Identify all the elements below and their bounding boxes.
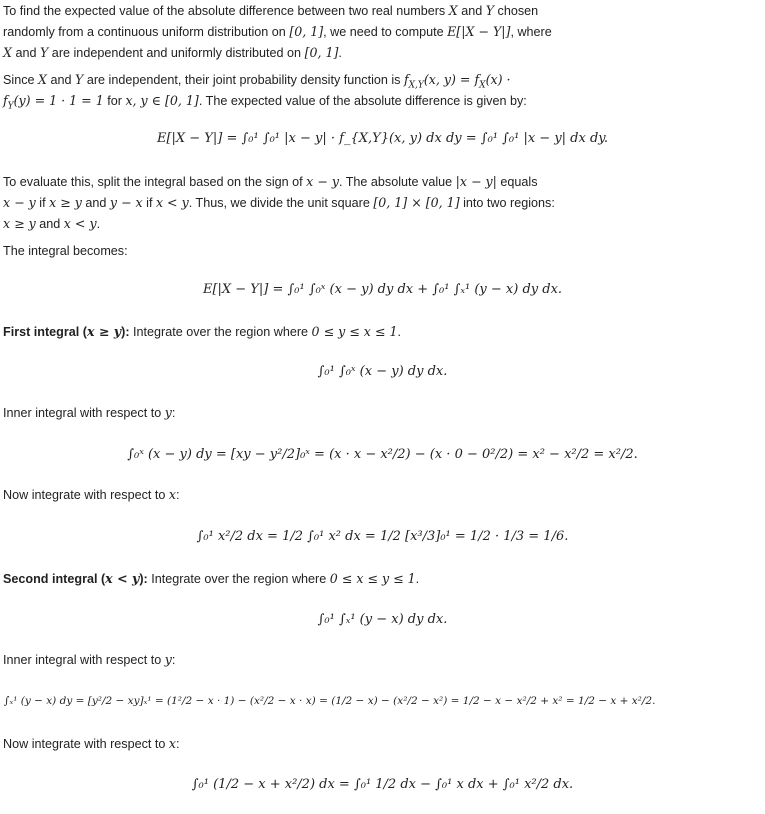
math-subscript: Y bbox=[7, 101, 14, 112]
text: . The expected value of the absolute difference is given by: bbox=[198, 94, 527, 108]
math-f: f bbox=[474, 72, 480, 87]
text: and bbox=[11, 46, 40, 60]
text: Inner integral with respect to bbox=[3, 653, 165, 667]
math-expr: (x) · bbox=[485, 72, 511, 87]
math-expr: y − x bbox=[109, 195, 143, 210]
math-expr: x ≥ y bbox=[86, 324, 122, 339]
equation-second-integral: ∫₀¹ ∫ₓ¹ (y − x) dy dx. bbox=[317, 612, 448, 627]
math-expr: 0 ≤ x ≤ y ≤ 1 bbox=[329, 571, 416, 586]
bold-text: ): bbox=[121, 325, 130, 339]
equation-inner-integral-2: ∫ₓ¹ (y − x) dy = [y²/2 − xy]ₓ¹ = (1²/2 − x · 1) − (x²/2 − x · x) = (1/2 − x) − (x²/2 − x²) = 1/2 − x − x²/2 + x² = 1/2 − x + x²/2. bbox=[4, 695, 656, 707]
paragraph-intro-line-2 bbox=[3, 23, 763, 41]
text: Since bbox=[3, 73, 39, 87]
math-y: y bbox=[164, 405, 172, 420]
text: Now integrate with respect to bbox=[3, 737, 169, 751]
paragraph-split-line-3 bbox=[3, 215, 763, 233]
math-expr: (y) = 1 · 1 = 1 bbox=[13, 93, 104, 108]
text: equals bbox=[496, 175, 538, 189]
text: . bbox=[397, 325, 401, 339]
paragraph-integral-becomes: The integral becomes: bbox=[3, 244, 128, 258]
math-expr: x ≥ y bbox=[49, 195, 82, 210]
math-expr: x < y bbox=[155, 195, 189, 210]
text: . Thus, we divide the unit square bbox=[188, 196, 374, 210]
equation-outer-integral-2: ∫₀¹ (1/2 − x + x²/2) dx = ∫₀¹ 1/2 dx − ∫₀¹ x dx + ∫₀¹ x²/2 dx. bbox=[191, 777, 574, 792]
text: are independent, their joint probability density function is bbox=[83, 73, 404, 87]
math-expr: 0 ≤ y ≤ x ≤ 1 bbox=[311, 324, 398, 339]
text: and bbox=[46, 73, 75, 87]
text: for bbox=[103, 94, 126, 108]
math-expectation: E[|X − Y|] bbox=[447, 24, 511, 39]
equation-split-integral: E[|X − Y|] = ∫₀¹ ∫₀ˣ (x − y) dy dx + ∫₀¹ ∫ₓ¹ (y − x) dy dx. bbox=[202, 282, 563, 297]
math-x: x bbox=[168, 487, 177, 502]
paragraph-outer-integral-1 bbox=[3, 486, 763, 504]
text: Now integrate with respect to bbox=[3, 488, 169, 502]
text: , we need to compute bbox=[323, 25, 448, 39]
math-y: Y bbox=[75, 72, 84, 87]
text: . bbox=[415, 572, 420, 586]
paragraph-split-line-1 bbox=[3, 173, 763, 191]
text: . The absolute value bbox=[338, 175, 456, 189]
math-expr: (x, y) = bbox=[423, 72, 475, 87]
text: Integrate over the region where bbox=[147, 572, 330, 586]
text: : bbox=[176, 488, 180, 502]
text: and bbox=[81, 196, 110, 210]
math-y: y bbox=[164, 652, 172, 667]
text: : bbox=[171, 406, 176, 420]
text: To find the expected value of the absolute difference between two real numbers bbox=[3, 4, 449, 18]
math-x: X bbox=[448, 3, 458, 18]
paragraph-joint-line-2 bbox=[3, 92, 763, 110]
math-expr: x ≥ y bbox=[3, 216, 36, 231]
math-f: f bbox=[403, 72, 409, 87]
math-expr: x − y bbox=[3, 195, 36, 210]
math-expr: [0, 1] × [0, 1] bbox=[373, 195, 460, 210]
text: . bbox=[338, 46, 342, 60]
math-expr: x < y bbox=[105, 571, 140, 586]
bold-text: First integral ( bbox=[3, 325, 87, 339]
equation-expected-value: E[|X − Y|] = ∫₀¹ ∫₀¹ |x − y| · f_{X,Y}(x, y) dx dy = ∫₀¹ ∫₀¹ |x − y| dx dy. bbox=[156, 131, 609, 146]
text: . bbox=[96, 217, 101, 231]
text: and bbox=[35, 217, 64, 231]
math-f: f bbox=[3, 93, 8, 108]
math-expr: x − y bbox=[306, 174, 339, 189]
text: : bbox=[171, 653, 176, 667]
math-expr: |x − y| bbox=[455, 174, 497, 189]
paragraph-inner-integral-1 bbox=[3, 404, 763, 422]
math-domain: x, y ∈ [0, 1] bbox=[125, 93, 199, 108]
text: Inner integral with respect to bbox=[3, 406, 165, 420]
equation-inner-integral-1: ∫₀ˣ (x − y) dy = [xy − y²/2]₀ˣ = (x · x − x²/2) − (x · 0 − 0²/2) = x² − x²/2 = x²/2. bbox=[127, 447, 638, 462]
text: To evaluate this, split the integral based on the sign of bbox=[3, 175, 307, 189]
paragraph-inner-integral-2 bbox=[3, 651, 763, 669]
text: : bbox=[176, 737, 180, 751]
equation-first-integral: ∫₀¹ ∫₀ˣ (x − y) dy dx. bbox=[317, 364, 448, 379]
text: if bbox=[35, 196, 50, 210]
paragraph-outer-integral-2 bbox=[3, 735, 763, 753]
text: if bbox=[142, 196, 156, 210]
text: into two regions: bbox=[459, 196, 555, 210]
heading-second-integral bbox=[3, 570, 763, 588]
text: and bbox=[457, 4, 486, 18]
text: are independent and uniformly distributed on bbox=[48, 46, 305, 60]
math-x: x bbox=[168, 736, 177, 751]
math-interval: [0, 1] bbox=[304, 45, 339, 60]
heading-first-integral bbox=[3, 323, 763, 341]
paragraph-intro-line-3 bbox=[3, 44, 763, 62]
math-x: X bbox=[3, 45, 12, 60]
text: randomly from a continuous uniform distribution on bbox=[3, 25, 290, 39]
text: Integrate over the region where bbox=[129, 325, 312, 339]
math-subscript: X bbox=[479, 80, 486, 91]
math-x: X bbox=[38, 72, 47, 87]
math-expr: x < y bbox=[63, 216, 97, 231]
paragraph-split-line-2 bbox=[3, 194, 763, 212]
math-y: Y bbox=[39, 45, 49, 60]
math-subscript: X,Y bbox=[408, 80, 424, 91]
text: chosen bbox=[494, 4, 539, 18]
text: , where bbox=[510, 25, 552, 39]
paragraph-joint-line-1 bbox=[3, 71, 763, 89]
bold-text: ): bbox=[139, 572, 148, 586]
math-y: Y bbox=[485, 3, 495, 18]
bold-text: Second integral ( bbox=[3, 572, 106, 586]
equation-outer-integral-1: ∫₀¹ x²/2 dx = 1/2 ∫₀¹ x² dx = 1/2 [x³/3]₀¹ = 1/2 · 1/3 = 1/6. bbox=[196, 529, 569, 544]
math-interval: [0, 1] bbox=[289, 24, 324, 39]
paragraph-intro-line-1 bbox=[3, 2, 763, 20]
